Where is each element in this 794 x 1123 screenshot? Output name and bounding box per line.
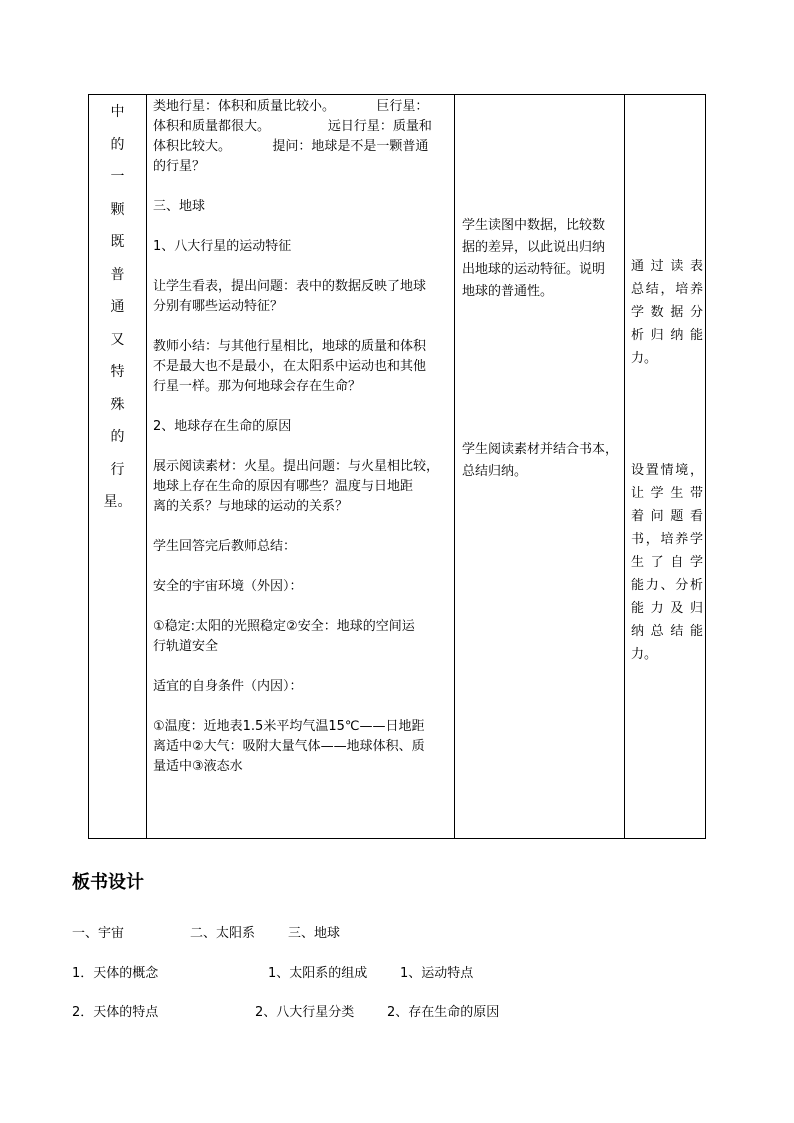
topic-char: 通 xyxy=(110,299,125,315)
topic-column xyxy=(89,99,146,522)
board-row-2-col-3: 1、运动特点 xyxy=(400,966,474,981)
topic-char: 普 xyxy=(110,266,125,283)
design-intent-1: 通过读表 总结，培养 学数据分 析归纳能 力。 xyxy=(631,259,703,366)
board-row-3-col-2: 2、八大行星分类 xyxy=(255,1005,355,1020)
board-row-3-col-3: 2、存在生命的原因 xyxy=(387,1005,500,1020)
section-heading-earth: 三、地球 xyxy=(153,199,206,214)
design-intent-2: 设置情境， 让学生带 着问题看 书，培养学 生了自学 能力、分析 能力及归 纳总结能 力。 xyxy=(631,463,703,662)
topic-char: 的 xyxy=(110,136,125,153)
paragraph-internal-cause: 适宜的自身条件（内因）： xyxy=(153,679,303,694)
topic-char: 的 xyxy=(110,429,125,445)
paragraph-question: 让学生看表，提出问题：表中的数据反映了地球 分别有哪些运动特征？ xyxy=(153,279,427,314)
table-divider xyxy=(454,95,455,838)
topic-char: 特 xyxy=(110,364,125,380)
topic-char: 行 xyxy=(110,461,125,478)
topic-char: 殊 xyxy=(110,396,125,413)
student-activity-2: 学生阅读素材并结合书本， 总结归纳。 xyxy=(462,442,619,479)
table-divider xyxy=(624,95,625,838)
topic-char: 颗 xyxy=(110,201,125,218)
paragraph-teacher-summary: 学生回答完后教师总结： xyxy=(153,539,297,554)
board-row-1-col-2: 二、太阳系 xyxy=(190,926,256,941)
board-row-1-col-1: 一、宇宙 xyxy=(72,926,125,941)
paragraph-external-cause: 安全的宇宙环境（外因）： xyxy=(153,579,303,594)
topic-char: 又 xyxy=(110,331,125,348)
board-row-2-col-1: 1．天体的概念 xyxy=(72,966,159,981)
board-row-1-col-3: 三、地球 xyxy=(288,926,341,941)
table-divider xyxy=(146,95,147,838)
board-row-3-col-1: 2．天体的特点 xyxy=(72,1005,159,1020)
paragraph-stability: ①稳定:太阳的光照稳定②安全：地球的空间运 行轨道安全 xyxy=(153,619,415,654)
paragraph-reading-material: 展示阅读素材：火星。提出问题：与火星相比较， 地球上存在生命的原因有哪些？温度与日地距 离的关系？与地球的运动的关系？ xyxy=(153,459,440,514)
board-design-title: 板书设计 xyxy=(72,872,144,893)
subheading-motion: 1、八大行星的运动特征 xyxy=(153,239,292,254)
topic-char: 中 xyxy=(110,104,125,120)
subheading-life: 2、地球存在生命的原因 xyxy=(153,419,292,434)
lesson-table xyxy=(88,94,706,839)
topic-char: 一 xyxy=(110,169,125,185)
paragraph-temperature: ①温度：近地表1.5米平均气温15℃——日地距 离适中②大气：吸附大量气体——地球体积、质 量适中③液态水 xyxy=(153,719,425,774)
student-activity-1: 学生读图中数据，比较数 据的差异，以此说出归纳 出地球的运动特征。说明 地球的普通性。 xyxy=(462,218,606,299)
topic-char: 星。 xyxy=(103,494,132,510)
planet-classification-text: 类地行星：体积和质量比较小。 巨行星： 体积和质量都很大。 远日行星：质量和 体积比较大。 提问：地球是不是一颗普通 的行星？ xyxy=(153,99,432,174)
paragraph-summary: 教师小结：与其他行星相比，地球的质量和体积 不是最大也不是最小，在太阳系中运动也和其他 行星一样。那为何地球会存在生命？ xyxy=(153,339,427,394)
teaching-content-column xyxy=(153,97,448,777)
board-row-2-col-2: 1、太阳系的组成 xyxy=(268,966,368,981)
topic-char: 既 xyxy=(110,234,125,250)
